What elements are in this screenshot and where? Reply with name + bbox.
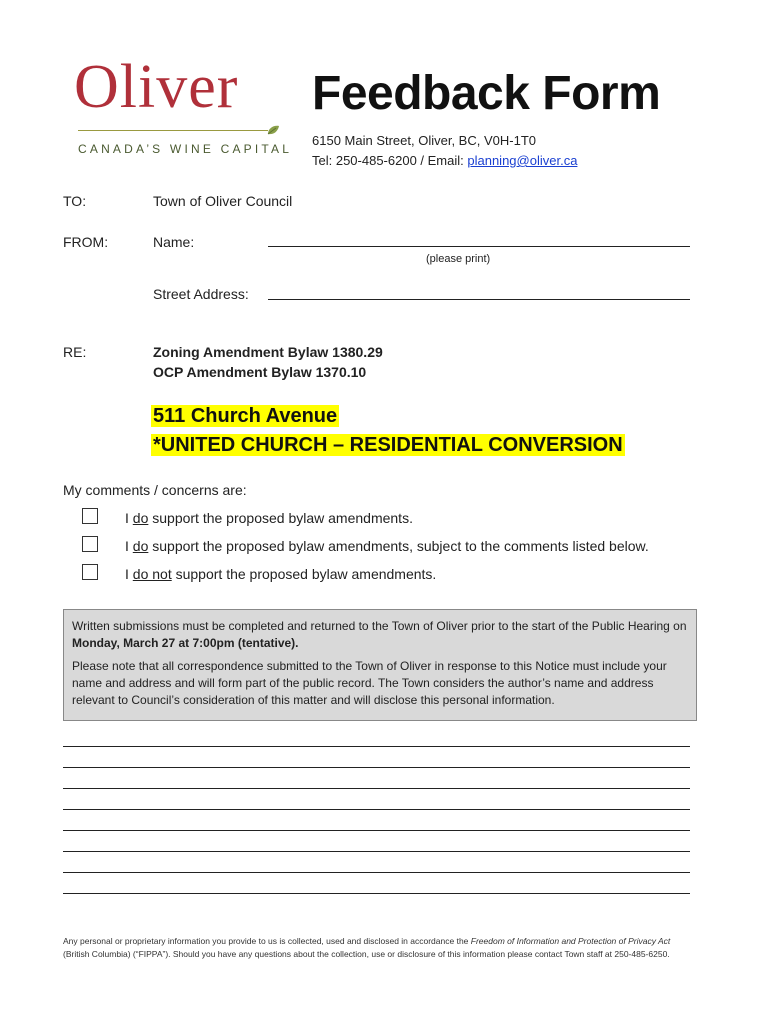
comment-line[interactable] — [63, 893, 690, 894]
comment-line[interactable] — [63, 767, 690, 768]
comment-line[interactable] — [63, 872, 690, 873]
street-label: Street Address: — [153, 286, 249, 302]
re-label: RE: — [63, 344, 87, 360]
support-conditional-checkbox[interactable] — [82, 536, 98, 552]
subject-address: 511 Church Avenue — [153, 405, 338, 427]
contact-prefix: Tel: 250-485-6200 / Email: — [312, 153, 468, 168]
comment-line[interactable] — [63, 851, 690, 852]
comments-intro: My comments / concerns are: — [63, 482, 247, 498]
submission-deadline: Written submissions must be completed and returned to the Town of Oliver prior to the start of the Public Hearing on Monday, March 27 at 7:00pm (tentative). — [72, 619, 687, 650]
street-input-line[interactable] — [268, 299, 690, 300]
form-title: Feedback Form — [312, 67, 661, 120]
ocp-bylaw: OCP Amendment Bylaw 1370.10 — [153, 364, 367, 380]
logo-divider — [78, 130, 268, 131]
privacy-footer: Any personal or proprietary information you provide to us is collected, used and disclosed in accordance the Freedom of Information and Protection of Privacy Act (British Columbia) (“FIPPA”). Should you have any questions about the collection, use or disclosure of this information please contact Town staff at 250-485-6250. — [63, 936, 671, 959]
to-label: TO: — [63, 193, 87, 209]
zoning-bylaw: Zoning Amendment Bylaw 1380.29 — [153, 344, 383, 360]
privacy-notice: Please note that all correspondence submitted to the Town of Oliver in response to this Notice must include your name and address and will form part of the public record. The Town considers the author’s name and address relevant to Council’s consideration of this matter and will disclose this personal information. — [72, 659, 667, 707]
grape-leaf-icon — [266, 124, 280, 136]
logo-wordmark: Oliver — [74, 53, 239, 121]
comment-line[interactable] — [63, 746, 690, 747]
logo-tagline: CANADA’S WINE CAPITAL — [78, 142, 293, 156]
contact-line — [312, 153, 577, 168]
comment-line[interactable] — [63, 788, 690, 789]
notice-box — [63, 609, 697, 721]
name-label: Name: — [153, 234, 195, 250]
email-link[interactable]: planning@oliver.ca — [467, 153, 578, 168]
support-checkbox[interactable] — [82, 508, 98, 524]
subject-block — [151, 402, 625, 459]
print-hint: (please print) — [426, 253, 491, 265]
name-input-line[interactable] — [268, 246, 690, 247]
to-value: Town of Oliver Council — [153, 193, 293, 209]
option-oppose: I do not support the proposed bylaw amendments. — [125, 566, 437, 582]
option-support-conditional: I do support the proposed bylaw amendments, subject to the comments listed below. — [125, 538, 649, 554]
office-address: 6150 Main Street, Oliver, BC, V0H-1T0 — [312, 133, 536, 148]
oppose-checkbox[interactable] — [82, 564, 98, 580]
option-support: I do support the proposed bylaw amendments. — [125, 510, 413, 526]
subject-title: *UNITED CHURCH – RESIDENTIAL CONVERSION — [153, 434, 623, 456]
comment-line[interactable] — [63, 809, 690, 810]
from-label: FROM: — [63, 234, 109, 250]
comment-line[interactable] — [63, 830, 690, 831]
